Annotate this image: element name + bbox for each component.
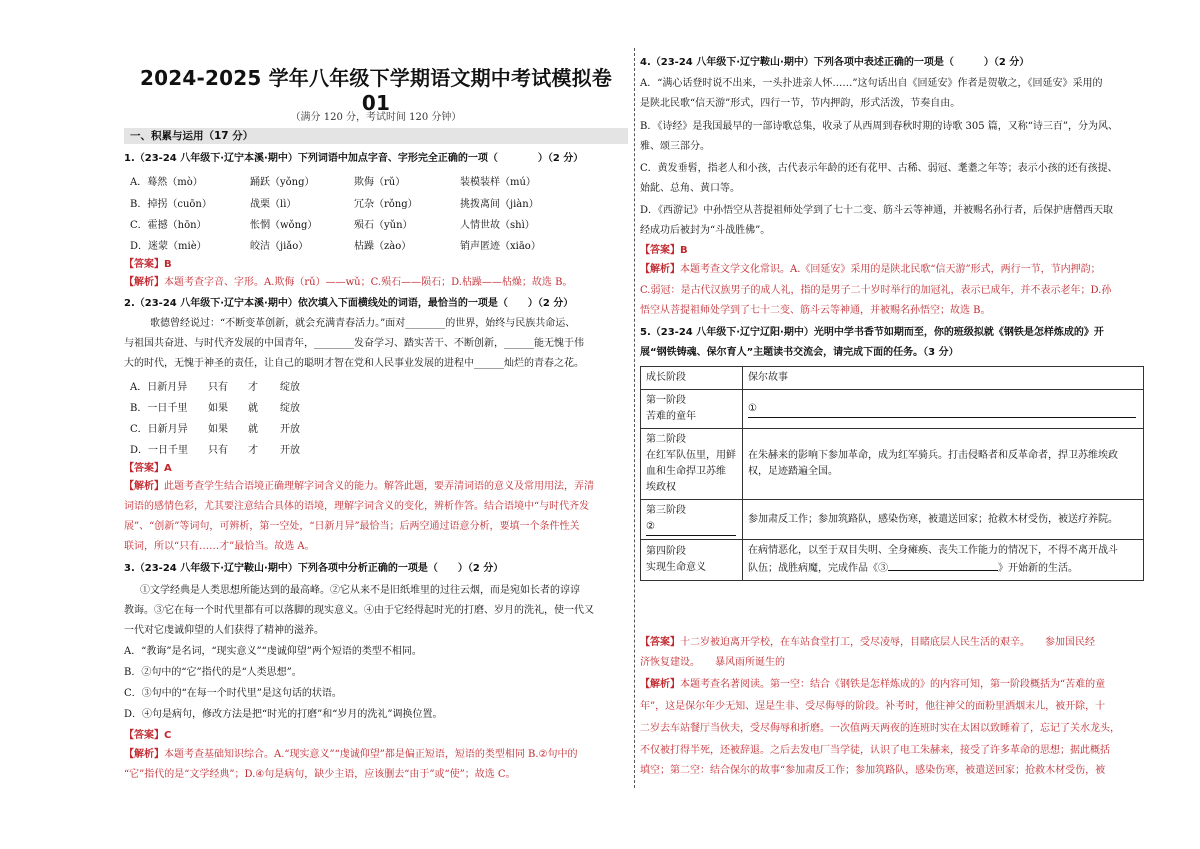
- q2-analysis-line: 词语的感情色彩，尤其要注意结合具体的语境，理解字词含义的变化，辨析作答。结合语境中“与时代齐发: [124, 501, 590, 512]
- q2-answer: 【答案】A: [124, 463, 172, 474]
- q2-opt-d4: 开放: [280, 445, 300, 456]
- q1-opt-d3: 枯躁（zào）: [354, 241, 412, 252]
- q3-para-line: ①文学经典是人类思想所能达到的最高峰。②它从来不是旧纸堆里的过往云烟，而是宛如长者的谆谆: [140, 585, 580, 596]
- q3-stem: 3.（23-24 八年级下·辽宁鞍山·期中）下列各项中分析正确的一项是（ ）（2 分）: [124, 563, 504, 574]
- q1-opt-c4: 人情世故（shì）: [460, 220, 535, 231]
- q2-para-line: 大的时代，无愧于神圣的责任，让自己的聪明才智在党和人民事业发展的进程中______灿烂的青春之花。: [124, 358, 584, 369]
- q2-opt-a4: 绽放: [280, 382, 300, 393]
- q4-line: 始龀、总角、黄口等。: [640, 183, 740, 194]
- q2-opt-d1: D．一日千里: [130, 445, 189, 456]
- stage-cell: [641, 390, 743, 429]
- stage-text: 埃政权: [646, 482, 676, 493]
- q2-opt-b2: 如果: [208, 403, 228, 414]
- q4-answer: 【答案】B: [640, 245, 688, 256]
- q3-para-line: 教诲。③它在每一个时代里都有可以落脚的现实意义。④由于它经得起时光的打磨、岁月的洗礼，使一代又: [124, 605, 594, 616]
- q1-opt-c3: 殒石（yǔn）: [354, 220, 413, 231]
- stage-cell: [641, 540, 743, 581]
- q1-opt-a4: 装模装样（mú）: [460, 177, 536, 188]
- label-prefix: 【解析】: [640, 679, 680, 690]
- q2-stem: 2.（23-24 八年级下·辽宁本溪·期中）依次填入下面横线处的词语，最恰当的一项是（ ）（2 分）: [124, 298, 574, 309]
- q1-opt-c2: 怅惘（wǒng）: [250, 220, 318, 231]
- q1-answer: 【答案】B: [124, 259, 172, 270]
- q5-stem-line: 展“钢铁铸魂、保尔育人”主题读书交流会，请完成下面的任务。（3 分）: [640, 347, 959, 358]
- q4-line: 是陕北民歌“信天游”形式，四行一节，节内押韵，形式活泼，节奏自由。: [640, 98, 961, 109]
- q1-analysis: 【解析】本题考查字音、字形。A.欺侮（rǔ）——wǔ；C.殒石——陨石；D.枯躁——枯燥；故选 B。: [124, 277, 573, 288]
- q5-answer-line: 济恢复建设。 暴风雨所诞生的: [640, 657, 785, 668]
- stage-blank-wrap: [646, 519, 737, 536]
- stage-cell: [641, 500, 743, 540]
- table-header-row: [641, 367, 1144, 390]
- label-prefix: 【解析】: [124, 277, 164, 288]
- q2-opt-c2: 如果: [208, 424, 228, 435]
- table-header-cell: 保尔故事: [743, 367, 1144, 390]
- left-column: [124, 0, 628, 849]
- q4-analysis-line: 悟空从菩提祖师处学到了七十二变、筋斗云等神通，并被赐名孙悟空；故选 B。: [640, 305, 991, 316]
- q2-analysis-line: 【解析】此题考查学生结合语境正确理解字词含义的能力。解答此题，要弄清词语的意义及常用用法，弄清: [124, 481, 594, 492]
- section-heading: 一、积累与运用（17 分）: [124, 128, 628, 144]
- q4-line: B．《诗经》是我国最早的一部诗歌总集，收录了从西周到春秋时期的诗歌 305 篇，又称“诗三百”，分为风、: [640, 121, 1119, 132]
- story-cell: [743, 540, 1144, 581]
- label-prefix: 【解析】: [124, 481, 164, 492]
- table-row: [641, 390, 1144, 429]
- q1-opt-d1: D．迷蒙（miè）: [130, 241, 207, 252]
- table-header-cell: 成长阶段: [641, 367, 743, 390]
- stage-text: 第三阶段: [646, 505, 686, 516]
- q1-opt-b2: 战栗（lì）: [250, 199, 297, 210]
- q1-opt-d4: 销声匿迹（xiāo）: [460, 241, 541, 252]
- q5-stem-line: 5.（23-24 八年级下·辽宁辽阳·期中）光明中学书香节如期而至，你的班级拟就《钢铁是怎样炼成的》开: [640, 327, 1104, 338]
- q4-line: 雅、颂三部分。: [640, 141, 710, 152]
- q2-opt-c1: C．日新月异: [130, 424, 188, 435]
- q2-opt-d2: 只有: [208, 445, 228, 456]
- q3-option-b: B．②句中的“它”指代的是“人类思想”。: [124, 667, 302, 678]
- story-text-part: 队伍；战胜病魔，完成作品《③: [748, 563, 888, 574]
- story-text: [748, 559, 1138, 577]
- q5-analysis-line: 填空；第二空：结合保尔的故事“参加肃反工作；参加筑路队，感染伤寒，被遣送回家；抢救木材受伤，被: [640, 765, 1106, 776]
- answer-blank-3[interactable]: [888, 559, 998, 571]
- q2-analysis-line: 展”、“创新”等词句，可辨析，第一空处，“日新月异”最恰当；后两空通过语意分析，要填一个条件性关: [124, 521, 580, 532]
- table-row: [641, 540, 1144, 581]
- story-cell: [743, 429, 1144, 500]
- q5-analysis-line: 【解析】本题考查名著阅读。第一空：结合《钢铁是怎样炼成的》的内容可知，第一阶段概括为“苦难的童: [640, 679, 1106, 690]
- q4-analysis-line: 【解析】本题考查文学文化常识。A.《回延安》采用的是陕北民歌“信天游”形式，两行一节，节内押韵；: [640, 264, 1101, 275]
- q1-opt-b4: 挑拨离间（jiàn）: [460, 199, 539, 210]
- q2-opt-c3: 就: [248, 424, 258, 435]
- story-text: 在病情恶化，以至于双目失明、全身瘫痪、丧失工作能力的情况下，不得不离开战斗: [748, 545, 1118, 556]
- q4-line: 经成功后被封为“斗战胜佛”。: [640, 225, 771, 236]
- table-row: [641, 500, 1144, 540]
- right-column: [640, 0, 1144, 849]
- paul-story-table: [640, 366, 1144, 581]
- q3-option-c: C．③句中的“在每一个时代里”是这句话的状语。: [124, 688, 342, 699]
- story-cell: [743, 390, 1144, 429]
- q3-answer: 【答案】C: [124, 730, 172, 741]
- story-cell: 参加肃反工作；参加筑路队，感染伤寒，被遣送回家；抢救木材受伤，被送疗养院。: [743, 500, 1144, 540]
- column-divider: [634, 48, 635, 788]
- label-prefix: 【解析】: [640, 264, 680, 275]
- q2-opt-b1: B．一日千里: [130, 403, 188, 414]
- answer-blank-2[interactable]: ②: [646, 519, 736, 536]
- q4-line: A．“满心话登时说不出来，一头扑进亲人怀……”这句话出自《回延安》作者是贺敬之，《回延安》采用的: [640, 78, 1103, 89]
- q2-opt-a3: 才: [248, 382, 258, 393]
- label-prefix: 【解析】: [124, 749, 164, 760]
- q1-opt-a1: A．蓦然（mò）: [130, 177, 203, 188]
- q3-option-a: A．“教诲”是名词，“现实意义”“虔诚仰望”两个短语的类型不相同。: [124, 646, 422, 657]
- q3-analysis-line: 【解析】本题考查基础知识综合。A.“现实意义”“虔诚仰望”都是偏正短语，短语的类型相同 B.②句中的: [124, 749, 578, 760]
- q2-opt-b3: 就: [248, 403, 258, 414]
- q2-opt-a1: A．日新月异: [130, 382, 188, 393]
- story-text: 权，足迹踏遍全国。: [748, 466, 838, 477]
- q2-opt-d3: 才: [248, 445, 258, 456]
- stage-text: 第四阶段: [646, 546, 686, 557]
- q3-para-line: 一代对它虔诚仰望的人们获得了精神的滋养。: [124, 625, 324, 636]
- page-subtitle: （满分 120 分，考试时间 120 分钟）: [290, 112, 462, 123]
- stage-text: 第一阶段: [646, 395, 686, 406]
- table-row: [641, 429, 1144, 500]
- label-prefix: 【答案】: [640, 637, 680, 648]
- q1-opt-d2: 皎洁（jiǎo）: [250, 241, 309, 252]
- q1-opt-b1: B．掉拐（cuōn）: [130, 199, 212, 210]
- story-text: 在朱赫来的影响下参加革命，成为红军骑兵。打击侵略者和反革命者，捍卫苏维埃政: [748, 450, 1118, 461]
- q1-opt-c1: C．霍撼（hōn）: [130, 220, 207, 231]
- q4-stem: 4.（23-24 八年级下·辽宁鞍山·期中）下列各项中表述正确的一项是（ ）（2 分）: [640, 57, 1030, 68]
- stage-cell: [641, 429, 743, 500]
- q5-analysis-line: 不仅被打得半死，还被辞退。之后去发电厂当学徒，认识了电工朱赫来，接受了许多革命的思想；据此概括: [640, 745, 1110, 756]
- q1-stem: 1.（23-24 八年级下·辽宁本溪·期中）下列词语中加点字音、字形完全正确的一项（ ）（2 分）: [124, 153, 584, 164]
- q2-para-line: 歌德曾经说过：“不断变革创新，就会充满青春活力。”面对________的世界，始终与民族共命运、: [150, 318, 576, 329]
- q4-line: D．《西游记》中孙悟空从菩提祖师处学到了七十二变、筋斗云等神通，并被赐名孙行者，后保护唐僧西天取: [640, 205, 1114, 216]
- q2-para-line: 与祖国共奋进、与时代齐发展的中国青年，________发奋学习、踏实苦干、不断创新，______能无愧于伟: [124, 338, 584, 349]
- q4-line: C．黄发垂髫，指老人和小孩，古代表示年龄的还有花甲、古稀、弱冠、耄耋之年等；表示小孩的还有孩提、: [640, 163, 1118, 174]
- q5-analysis-line: 年”，这是保尔年少无知、逞是生非、受尽侮辱的阶段。补考时，他往神父的面粉里洒烟末儿，被开除，十: [640, 701, 1106, 712]
- q1-opt-a2: 踊跃（yǒng）: [250, 177, 315, 188]
- story-text-part: 》开始新的生活。: [998, 563, 1078, 574]
- stage-text: 苦难的童年: [646, 411, 696, 422]
- stage-text: 血和生命捍卫苏维: [646, 466, 726, 477]
- q3-option-d: D．④句是病句，修改方法是把“时光的打磨”和“岁月的洗礼”调换位置。: [124, 709, 443, 720]
- stage-text: 在红军队伍里，用鲜: [646, 450, 736, 461]
- stage-text: 实现生命意义: [646, 562, 706, 573]
- page-title: 2024-2025 学年八年级下学期语文期中考试模拟卷 01: [140, 66, 612, 115]
- q5-answer-line: 【答案】十二岁被迫离开学校，在车站食堂打工，受尽凌辱，目睹底层人民生活的艰辛。 参加国民经: [640, 637, 1095, 648]
- q2-opt-a2: 只有: [208, 382, 228, 393]
- q2-opt-b4: 绽放: [280, 403, 300, 414]
- q1-opt-b3: 冗杂（rǒng）: [354, 199, 418, 210]
- q5-analysis-line: 二岁去车站餐厅当伙夫，受尽侮辱和折磨。一次值两天两夜的连班时实在太困以致睡着了，忘记了关水龙头，: [640, 723, 1120, 734]
- q1-opt-a3: 欺侮（rǔ）: [354, 177, 406, 188]
- answer-blank-1[interactable]: ①: [748, 401, 1136, 418]
- q4-analysis-line: C.弱冠：是古代汉族男子的成人礼，指的是男子二十岁时举行的加冠礼，表示已成年，并不表示老年；D.孙: [640, 285, 1112, 296]
- q3-analysis-line: “它”指代的是“文学经典”；D.④句是病句，缺少主语，应该删去“由于”或“使”；故选 C。: [124, 769, 516, 780]
- q2-opt-c4: 开放: [280, 424, 300, 435]
- stage-text: 第二阶段: [646, 434, 686, 445]
- q2-analysis-line: 联词，所以“只有……才”最恰当。故选 A。: [124, 541, 315, 552]
